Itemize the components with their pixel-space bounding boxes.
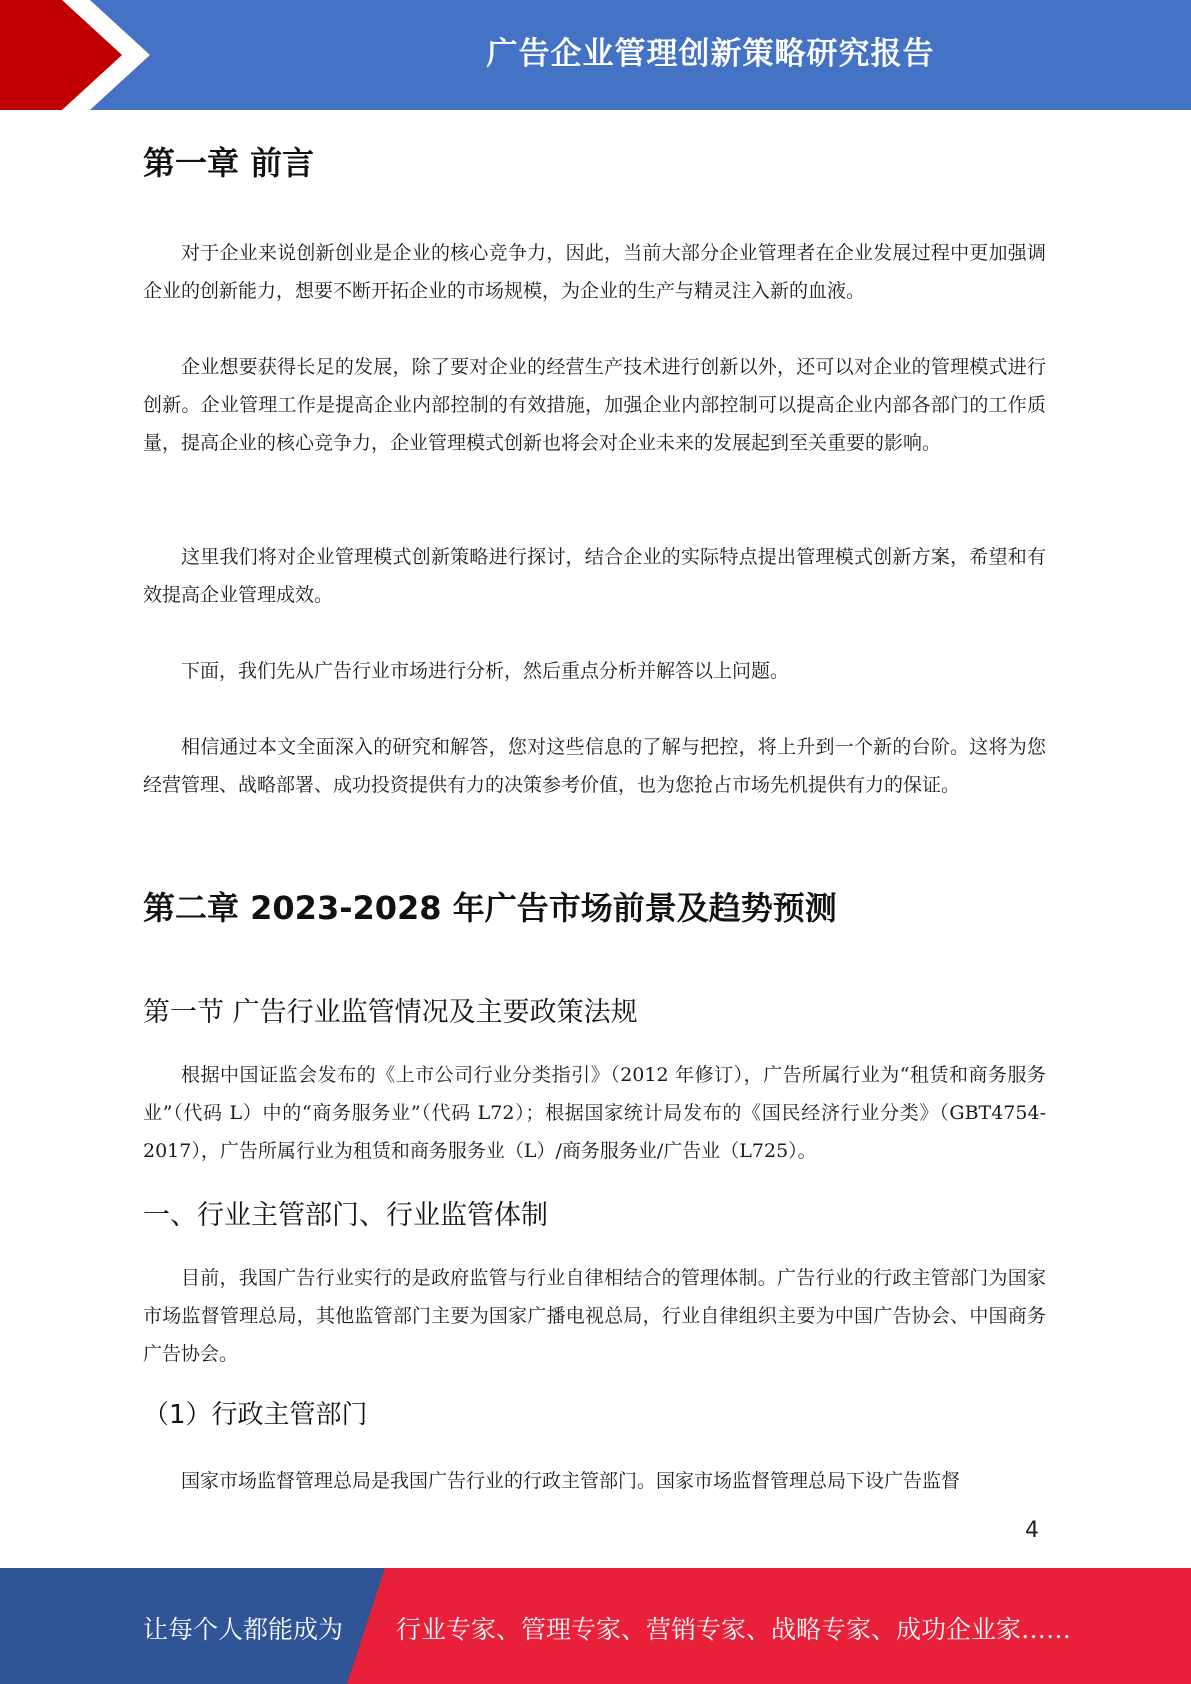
- footer-slogan-left: 让每个人都能成为: [143, 1615, 344, 1644]
- chapter-1-paragraph-3: 这里我们将对企业管理模式创新策略进行探讨，结合企业的实际特点提出管理模式创新方案，希望和有效提高企业管理成效。: [143, 546, 1046, 606]
- subsection-1-title: 一、行业主管部门、行业监管体制: [143, 1200, 548, 1231]
- chapter-1-paragraph-4: 下面，我们先从广告行业市场进行分析，然后重点分析并解答以上问题。: [181, 660, 790, 682]
- page-number: 4: [1025, 1518, 1039, 1543]
- chapter-1-title: 第一章 前言: [143, 144, 315, 182]
- section-1-title: 第一节 广告行业监管情况及主要政策法规: [143, 997, 638, 1028]
- footer-slogan-right: 行业专家、管理专家、营销专家、战略专家、成功企业家……: [396, 1615, 1072, 1644]
- subsection-2-title: （1）行政主管部门: [143, 1400, 368, 1430]
- section-1-paragraph: 根据中国证监会发布的《上市公司行业分类指引》（2012 年修订），广告所属行业为“租赁和商务服务业”（代码 L）中的“商务服务业”（代码 L72）；根据国家统计局发布的《国民经济行业分类》（GBT4754-2017），广告所属行业为租赁和商务服务业（L）/商务服务业/广告业（L725）。: [143, 1064, 1046, 1162]
- subsection-2-paragraph: 国家市场监督管理总局是我国广告行业的行政主管部门。国家市场监督管理总局下设广告监督: [181, 1470, 961, 1492]
- chapter-2-title: 第二章 2023-2028 年广告市场前景及趋势预测: [143, 889, 837, 927]
- header-band: [0, 0, 1191, 110]
- report-title: 广告企业管理创新策略研究报告: [486, 35, 935, 72]
- chapter-1-paragraph-2: 企业想要获得长足的发展，除了要对企业的经营生产技术进行创新以外，还可以对企业的管理模式进行创新。企业管理工作是提高企业内部控制的有效措施，加强企业内部控制可以提高企业内部各部门的工作质量，提高企业的核心竞争力，企业管理模式创新也将会对企业未来的发展起到至关重要的影响。: [143, 356, 1046, 454]
- subsection-1-paragraph: 目前，我国广告行业实行的是政府监管与行业自律相结合的管理体制。广告行业的行政主管部门为国家市场监督管理总局，其他监管部门主要为国家广播电视总局，行业自律组织主要为中国广告协会、中国商务广告协会。: [143, 1267, 1046, 1365]
- chapter-1-paragraph-5: 相信通过本文全面深入的研究和解答，您对这些信息的了解与把控，将上升到一个新的台阶。这将为您经营管理、战略部署、成功投资提供有力的决策参考价值，也为您抢占市场先机提供有力的保证。: [143, 736, 1046, 796]
- chapter-1-paragraph-1: 对于企业来说创新创业是企业的核心竞争力，因此，当前大部分企业管理者在企业发展过程中更加强调企业的创新能力，想要不断开拓企业的市场规模，为企业的生产与精灵注入新的血液。: [143, 242, 1046, 302]
- header-arrow-decoration: [0, 0, 160, 110]
